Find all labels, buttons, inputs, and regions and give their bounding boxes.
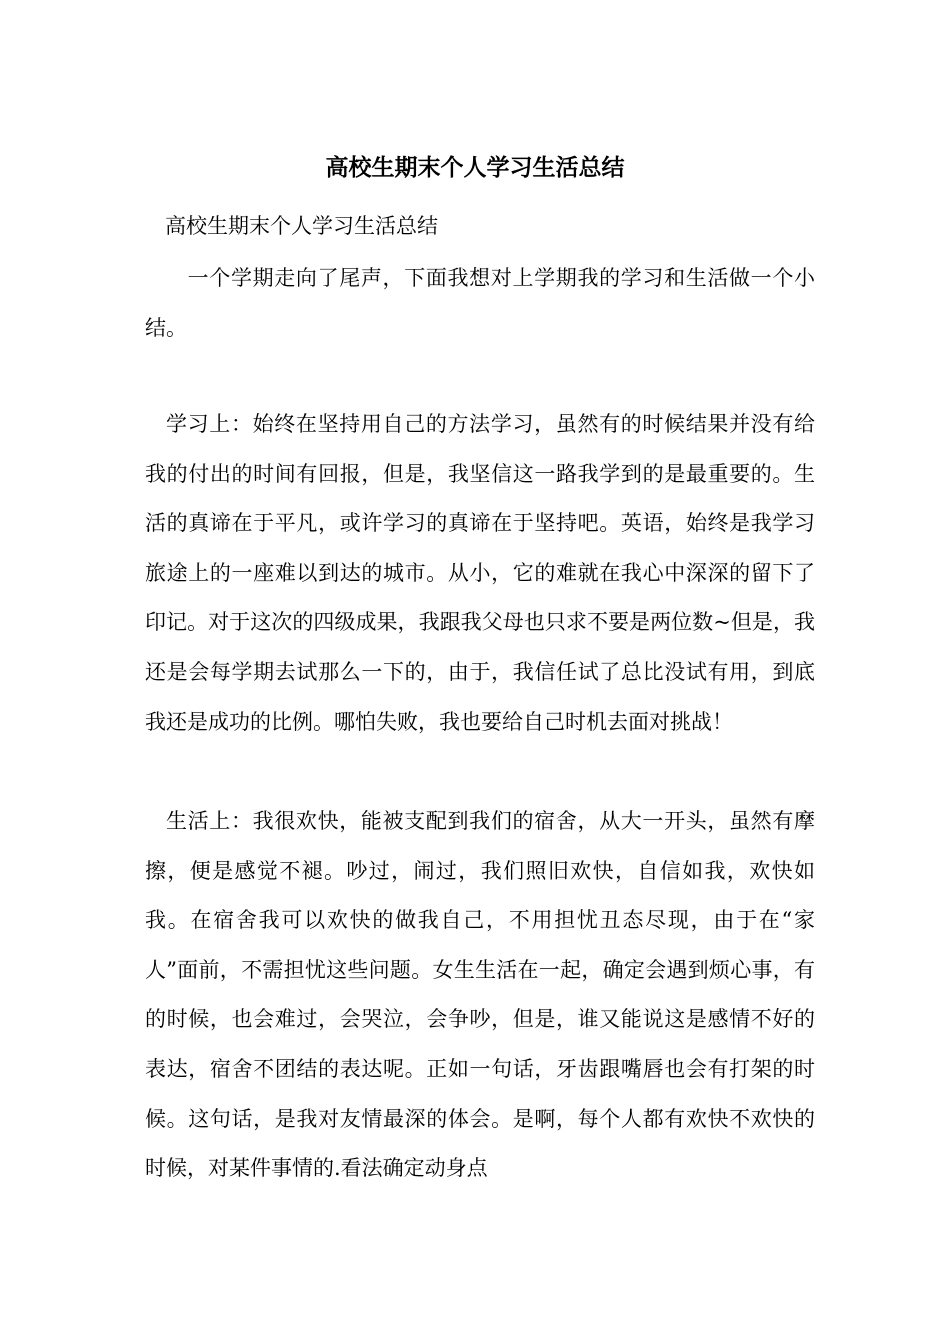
paragraph-life: 生活上：我很欢快，能被支配到我们的宿舍，从大一开头，虽然有摩擦，便是感觉不褪。吵过，闹过，我们照旧欢快，自信如我，欢快如我。在宿舍我可以欢快的做我自己，不用担忧丑态尽现，由于在“家人”面前，不需担忧这些问题。女生生活在一起，确定会遇到烦心事，有的时候，也会难过，会哭泣，会争吵，但是，谁又能说这是感情不好的表达，宿舍不团结的表达呢。正如一句话，牙齿跟嘴唇也会有打架的时候。这句话，是我对友情最深的体会。是啊，每个人都有欢快不欢快的时候，对某件事情的.看法确定动身点 [145, 809, 815, 1181]
paragraph-study: 学习上：始终在坚持用自己的方法学习，虽然有的时候结果并没有给我的付出的时间有回报，但是，我坚信这一路我学到的是最重要的。生活的真谛在于平凡，或许学习的真谛在于坚持吧。英语，始终是我学习旅途上的一座难以到达的城市。从小，它的难就在我心中深深的留下了印记。对于这次的四级成果，我跟我父母也只求不要是两位数~但是，我还是会每学期去试那么一下的，由于，我信任试了总比没试有用，到底我还是成功的比例。哪怕失败，我也要给自己时机去面对挑战！ [145, 412, 815, 734]
document-title: 高校生期末个人学习生活总结 [325, 154, 625, 181]
paragraph-intro: 一个学期走向了尾声，下面我想对上学期我的学习和生活做一个小结。 [145, 266, 815, 340]
document-subtitle: 高校生期末个人学习生活总结 [165, 214, 438, 238]
